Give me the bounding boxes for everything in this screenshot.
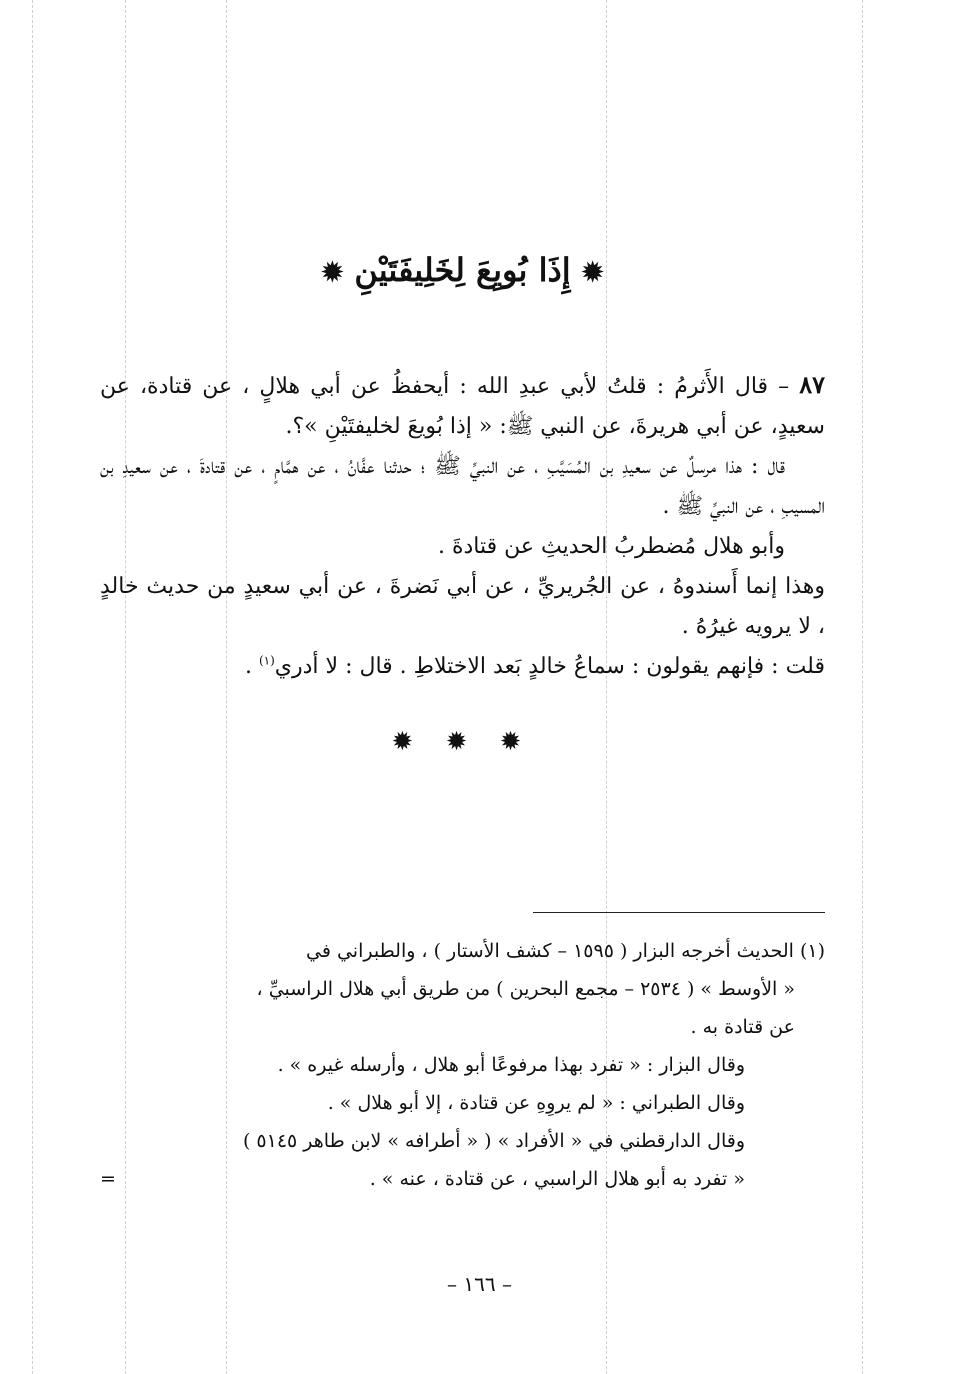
paragraph-2: قال : هذا مرسلٌ عن سعيدِ بن المُسَيَّبِ ، عن النبيِّ ﷺ ؛ حدثنا عفَّانُ ، عن همَّامٍ ، عن قتادةَ ، عن سعيدِ بن المسيبِ ، عن النبيِّ ﷺ . <box>100 454 825 519</box>
paragraph-5-text: قلت : فإنهم يقولون : سماعُ خالدٍ بَعد الاختلاطِ . قال : لا أدري <box>274 654 825 679</box>
footnote-line: وقال الدارقطني في « الأفراد » ( « أطرافه » لابن طاهر ٥١٤٥ ) <box>242 1130 745 1152</box>
footnote-line: عن قتادة به . <box>690 1016 795 1038</box>
paragraph-87-text: – قال الأَثرمُ : قلتُ لأبي عبدِ الله : أيحفظُ عن أبي هلالٍ ، عن قتادة، عن سعيدٍ، عن أبي هريرةَ، عن النبي ﷺ: « إذا بُويعَ لخليفتَيْنِ »؟. <box>100 374 825 439</box>
footnotes <box>100 932 825 1198</box>
page-body <box>100 240 825 767</box>
footnote-line: وقال الطبراني : « لم يروِهِ عن قتادة ، إلا أبو هلال » . <box>327 1092 745 1114</box>
paragraph-5 <box>100 647 825 687</box>
footnote-line: (١) الحديث أخرجه البزار ( ١٥٩٥ – كشف الأستار ) ، والطبراني في <box>305 940 825 962</box>
paragraph-5-end: . <box>244 654 259 679</box>
hadith-number: ٨٧ <box>799 370 825 399</box>
scan-guide-line <box>32 0 33 1374</box>
footnote-reference[interactable]: (١) <box>258 653 275 668</box>
star-ornament-icon: ✹ <box>581 258 604 288</box>
scan-guide-line <box>862 0 863 1374</box>
chapter-title <box>100 240 825 303</box>
paragraph-3: وأبو هلال مُضطربُ الحديثِ عن قتادةَ . <box>438 534 785 559</box>
paragraph-87 <box>100 365 825 447</box>
footnote-line-text: « تفرد به أبو هلال الراسبي ، عن قتادة ، عنه » . <box>369 1168 745 1190</box>
paragraph-4: وهذا إنما أَسندوهُ ، عن الجُريريِّ ، عن أبي نَضرةَ ، عن أبي سعيدٍ من حديث خالدٍ ، لا يرويه غيرُهُ . <box>100 574 825 639</box>
section-divider: ✹ ✹ ✹ <box>391 727 534 757</box>
chapter-title-text: إِذَا بُويِعَ لِخَلِيفَتَيْنِ <box>354 251 571 289</box>
continuation-mark: = <box>100 1168 116 1190</box>
page-number: – ١٦٦ – <box>447 1272 512 1296</box>
footnote-line: وقال البزار : « تفرد بهذا مرفوعًا أبو هلال ، وأرسله غيره » . <box>277 1054 745 1076</box>
footnote-separator <box>533 912 825 913</box>
footnote-line <box>100 1160 825 1198</box>
star-ornament-icon: ✹ <box>321 258 344 288</box>
footnote-line: « الأوسط » ( ٢٥٣٤ – مجمع البحرين ) من طريق أبي هلال الراسبيِّ ، <box>256 978 795 1000</box>
